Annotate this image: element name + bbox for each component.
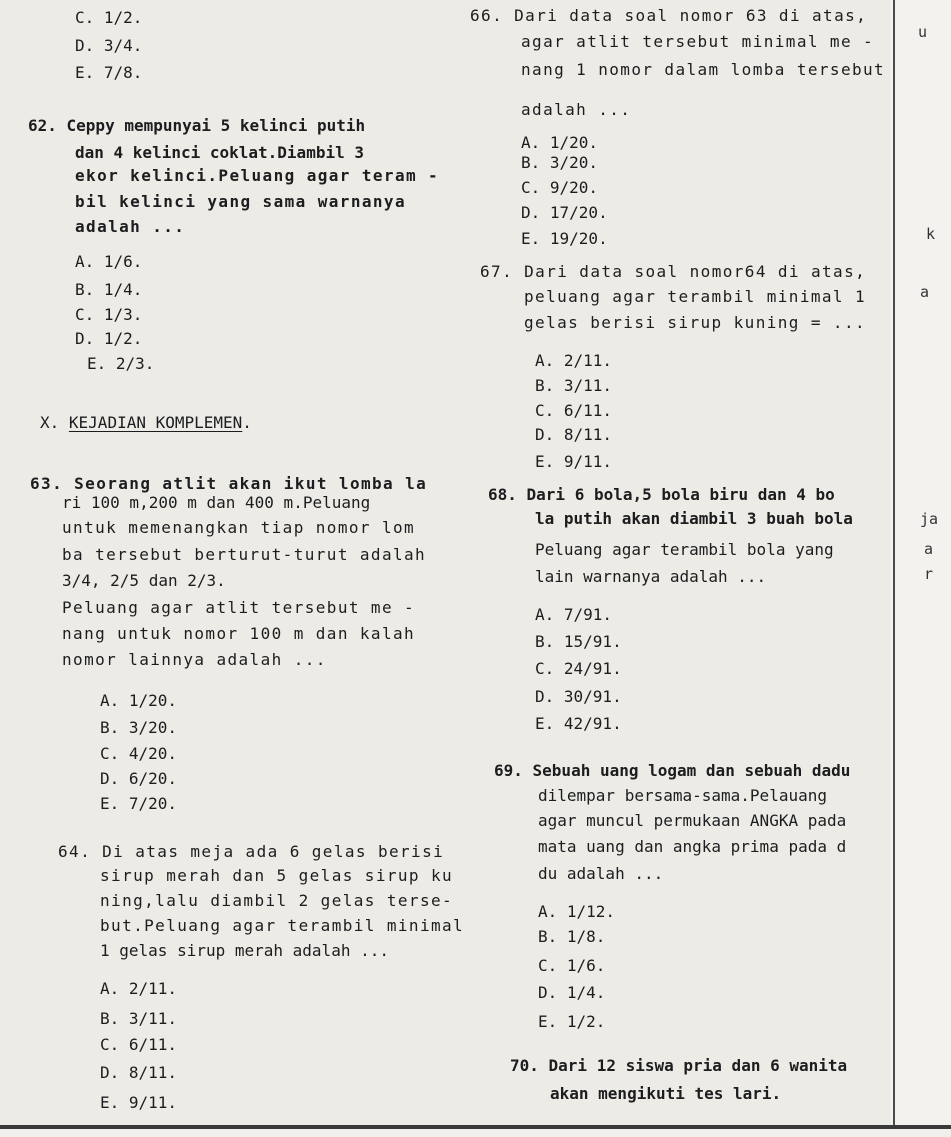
q66-option-c: C. 9/20.	[521, 178, 599, 197]
q70-line-1: 70. Dari 12 siswa pria dan 6 wanita	[510, 1056, 848, 1075]
margin-fragment: a	[924, 540, 934, 558]
q67-option-e: E. 9/11.	[535, 452, 613, 471]
q63-option-c: C. 4/20.	[100, 744, 178, 763]
q69-option-d: D. 1/4.	[538, 983, 606, 1002]
q62-line-3: ekor kelinci.Peluang agar teram -	[75, 166, 440, 185]
q66-option-b: B. 3/20.	[521, 153, 599, 172]
q64-option-d: D. 8/11.	[100, 1063, 178, 1082]
q64-line-2: sirup merah dan 5 gelas sirup ku	[100, 866, 454, 885]
q70-line-2: akan mengikuti tes lari.	[550, 1084, 782, 1103]
q62-option-d: D. 1/2.	[75, 329, 143, 348]
q66-line-4: adalah ...	[521, 100, 632, 119]
q63-line-7: nang untuk nomor 100 m dan kalah	[62, 624, 416, 643]
q64-line-3: ning,lalu diambil 2 gelas terse-	[100, 891, 454, 910]
q61-option-c: C. 1/2.	[75, 8, 143, 27]
q66-line-3: nang 1 nomor dalam lomba tersebut	[521, 60, 886, 79]
q69-line-5: du adalah ...	[538, 864, 664, 883]
q61-option-e: E. 7/8.	[75, 63, 143, 82]
q63-line-3: untuk memenangkan tiap nomor lom	[62, 518, 416, 537]
section-heading	[40, 413, 252, 433]
q62-option-b: B. 1/4.	[75, 280, 143, 299]
q66-line-1: 66. Dari data soal nomor 63 di atas,	[470, 6, 868, 25]
section-number: X.	[40, 413, 60, 432]
q62-line-5: adalah ...	[75, 217, 186, 236]
margin-fragment: ja	[920, 510, 939, 528]
q66-option-e: E. 19/20.	[521, 229, 608, 248]
q63-line-2: ri 100 m,200 m dan 400 m.Peluang	[62, 493, 371, 512]
q64-line-1: 64. Di atas meja ada 6 gelas berisi	[58, 842, 445, 861]
q64-option-c: C. 6/11.	[100, 1035, 178, 1054]
q64-line-5: 1 gelas sirup merah adalah ...	[100, 941, 389, 960]
q62-option-c: C. 1/3.	[75, 305, 143, 324]
margin-fragment: r	[924, 565, 934, 583]
q66-option-a: A. 1/20.	[521, 133, 599, 152]
q63-option-d: D. 6/20.	[100, 769, 178, 788]
q69-line-4: mata uang dan angka prima pada d	[538, 837, 847, 856]
margin-fragment: a	[920, 283, 930, 301]
q68-option-e: E. 42/91.	[535, 714, 622, 733]
q66-line-2: agar atlit tersebut minimal me -	[521, 32, 875, 51]
q63-line-1: 63. Seorang atlit akan ikut lomba la	[30, 474, 428, 493]
q64-option-e: E. 9/11.	[100, 1093, 178, 1112]
q62-line-2: dan 4 kelinci coklat.Diambil 3	[75, 143, 364, 162]
margin-fragment: u	[918, 23, 928, 41]
q68-option-a: A. 7/91.	[535, 605, 613, 624]
q67-option-b: B. 3/11.	[535, 376, 613, 395]
q62-option-a: A. 1/6.	[75, 252, 143, 271]
q68-line-3: Peluang agar terambil bola yang	[535, 540, 834, 559]
next-page-margin	[891, 0, 951, 1137]
q67-option-d: D. 8/11.	[535, 425, 613, 444]
q63-line-4: ba tersebut berturut-turut adalah	[62, 545, 427, 564]
q63-line-6: Peluang agar atlit tersebut me -	[62, 598, 416, 617]
q68-line-4: lain warnanya adalah ...	[535, 567, 767, 586]
q69-option-a: A. 1/12.	[538, 902, 616, 921]
q66-option-d: D. 17/20.	[521, 203, 608, 222]
q62-option-e: E. 2/3.	[87, 354, 155, 373]
q62-line-4: bil kelinci yang sama warnanya	[75, 192, 406, 211]
q67-line-3: gelas berisi sirup kuning = ...	[524, 313, 867, 332]
section-title: KEJADIAN KOMPLEMEN	[68, 413, 243, 432]
q64-option-a: A. 2/11.	[100, 979, 178, 998]
q64-line-4: but.Peluang agar terambil minimal	[100, 916, 465, 935]
q63-line-8: nomor lainnya adalah ...	[62, 650, 327, 669]
q69-option-b: B. 1/8.	[538, 927, 606, 946]
q62-line-1: 62. Ceppy mempunyai 5 kelinci putih	[28, 116, 366, 135]
q68-option-d: D. 30/91.	[535, 687, 622, 706]
q69-option-c: C. 1/6.	[538, 956, 606, 975]
q68-line-1: 68. Dari 6 bola,5 bola biru dan 4 bo	[488, 485, 835, 504]
page-edge-line	[893, 0, 895, 1137]
q69-option-e: E. 1/2.	[538, 1012, 606, 1031]
q67-line-1: 67. Dari data soal nomor64 di atas,	[480, 262, 867, 281]
q68-option-b: B. 15/91.	[535, 632, 622, 651]
q61-option-d: D. 3/4.	[75, 36, 143, 55]
q67-option-a: A. 2/11.	[535, 351, 613, 370]
q68-line-2: la putih akan diambil 3 buah bola	[535, 509, 853, 528]
bottom-paper-strip	[0, 1129, 951, 1137]
q63-option-a: A. 1/20.	[100, 691, 178, 710]
q63-line-5: 3/4, 2/5 dan 2/3.	[62, 571, 226, 590]
q69-line-1: 69. Sebuah uang logam dan sebuah dadu	[494, 761, 851, 780]
q67-option-c: C. 6/11.	[535, 401, 613, 420]
margin-fragment: k	[926, 225, 936, 243]
q68-option-c: C. 24/91.	[535, 659, 622, 678]
q63-option-b: B. 3/20.	[100, 718, 178, 737]
q64-option-b: B. 3/11.	[100, 1009, 178, 1028]
section-suffix: .	[242, 413, 252, 432]
q69-line-3: agar muncul permukaan ANGKA pada	[538, 811, 847, 830]
q69-line-2: dilempar bersama-sama.Pelauang	[538, 786, 827, 805]
q63-option-e: E. 7/20.	[100, 794, 178, 813]
q67-line-2: peluang agar terambil minimal 1	[524, 287, 867, 306]
